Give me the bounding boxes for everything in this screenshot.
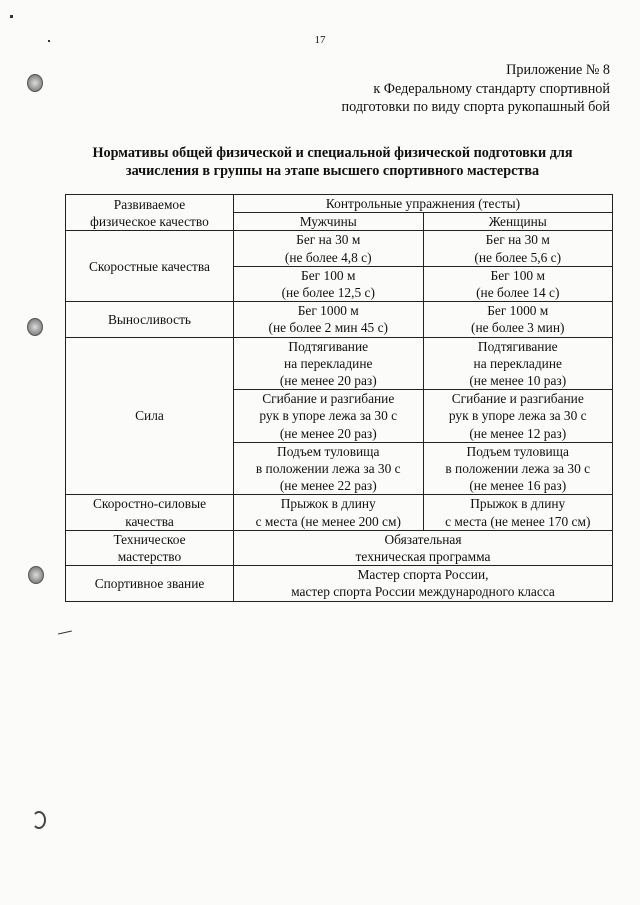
cell-line: рук в упоре лежа за 30 с	[259, 408, 398, 424]
cell-line: Скоростно-силовые	[92, 496, 207, 512]
cell-line: мастерство	[117, 549, 182, 565]
men-cell	[234, 302, 424, 337]
page-number: 17	[314, 34, 326, 46]
appendix-line: Приложение № 8	[506, 62, 610, 78]
binder-hole-icon	[32, 811, 46, 829]
women-cell	[423, 302, 613, 337]
cell-line: Бег на 30 м	[485, 232, 550, 248]
cell-line: Сила	[135, 408, 164, 424]
document-title	[60, 144, 605, 180]
cell-line: Подъем туловища	[277, 443, 380, 459]
table-header-row	[66, 195, 613, 213]
cell-line: мастер спорта России международного класса	[291, 584, 555, 600]
cell-line: Техническое	[113, 531, 186, 547]
header-men-cell	[234, 213, 424, 231]
quality-cell	[66, 337, 234, 495]
men-cell	[234, 231, 424, 266]
binder-hole-icon	[28, 566, 44, 584]
cell-line: техническая программа	[355, 549, 491, 565]
cell-line: Бег 1000 м	[487, 303, 549, 319]
cell-line: с места (не менее 200 см)	[255, 513, 401, 529]
merged-value-cell	[234, 530, 613, 565]
cell-line: Спортивное звание	[94, 575, 205, 591]
appendix-line: к Федеральному стандарту спортивной	[373, 80, 610, 97]
cell-line: в положении лежа за 30 с	[255, 461, 401, 477]
cell-line: Подтягивание	[477, 338, 558, 354]
women-cell	[423, 495, 613, 530]
cell-line: Сгибание и разгибание	[262, 391, 395, 407]
women-cell	[423, 266, 613, 301]
cell-line: (не менее 12 раз)	[469, 425, 567, 441]
cell-line: Бег на 30 м	[296, 232, 361, 248]
cell-line: (не менее 16 раз)	[469, 478, 567, 494]
table-row	[66, 495, 613, 530]
norms-table	[65, 194, 613, 602]
cell-line: Мужчины	[299, 214, 357, 230]
cell-line: (не более 2 мин 45 с)	[268, 320, 388, 336]
men-cell	[234, 390, 424, 443]
women-cell	[423, 442, 613, 495]
merged-value-cell	[234, 566, 613, 601]
cell-line: (не более 3 мин)	[471, 320, 565, 336]
cell-line: на перекладине	[284, 355, 373, 371]
header-quality-cell	[66, 195, 234, 231]
cell-line: Подтягивание	[288, 338, 369, 354]
binder-hole-icon	[27, 318, 43, 336]
cell-line: Развиваемое	[113, 196, 186, 212]
quality-cell	[66, 231, 234, 302]
quality-cell	[66, 566, 234, 601]
cell-line: Прыжок в длину	[280, 496, 376, 512]
cell-line: Бег 1000 м	[297, 303, 359, 319]
table-row	[66, 302, 613, 337]
cell-line: (не менее 22 раз)	[279, 478, 377, 494]
women-cell	[423, 390, 613, 443]
table-row	[66, 231, 613, 266]
quality-cell	[66, 495, 234, 530]
cell-line: Скоростные качества	[88, 258, 211, 274]
cell-line: Выносливость	[107, 311, 192, 327]
cell-line: рук в упоре лежа за 30 с	[448, 408, 587, 424]
men-cell	[234, 337, 424, 390]
table-row	[66, 337, 613, 390]
cell-line: (не менее 20 раз)	[279, 373, 377, 389]
quality-cell	[66, 302, 234, 337]
appendix-line: подготовки по виду спорта рукопашный бой	[341, 99, 610, 115]
cell-line: качества	[125, 513, 174, 529]
cell-line: (не более 4,8 с)	[284, 249, 372, 265]
cell-line: Бег 100 м	[490, 267, 545, 283]
appendix-header	[342, 61, 610, 117]
cell-line: физическое качество	[90, 213, 209, 229]
women-cell	[423, 337, 613, 390]
cell-line: Сгибание и разгибание	[451, 391, 584, 407]
table-row	[66, 530, 613, 565]
cell-line: в положении лежа за 30 с	[445, 461, 591, 477]
cell-line: Мастер спорта России,	[357, 567, 489, 583]
cell-line: (не более 12,5 с)	[281, 285, 375, 301]
quality-cell	[66, 530, 234, 565]
binder-hole-icon	[27, 74, 43, 92]
men-cell	[234, 266, 424, 301]
title-line: зачисления в группы на этапе высшего спортивного мастерства	[125, 163, 540, 179]
cell-line: (не более 5,6 с)	[474, 249, 562, 265]
scan-stroke	[58, 631, 72, 635]
women-cell	[423, 231, 613, 266]
cell-line: Подъем туловища	[466, 443, 569, 459]
scan-speck	[10, 15, 13, 18]
cell-line: (не более 14 с)	[476, 285, 560, 301]
cell-line: Прыжок в длину	[470, 496, 566, 512]
cell-line: с места (не менее 170 см)	[445, 513, 591, 529]
scan-speck	[48, 40, 50, 42]
cell-line: Обязательная	[384, 531, 462, 547]
men-cell	[234, 442, 424, 495]
header-women-cell	[423, 213, 613, 231]
cell-line: на перекладине	[473, 355, 562, 371]
cell-line: Бег 100 м	[301, 267, 356, 283]
cell-line: (не менее 10 раз)	[469, 373, 567, 389]
title-line: Нормативы общей физической и специальной физической подготовки для	[92, 145, 573, 161]
cell-line: (не менее 20 раз)	[279, 425, 377, 441]
table-row	[66, 566, 613, 601]
cell-line: Контрольные упражнения (тесты)	[325, 196, 521, 211]
cell-line: Женщины	[488, 214, 547, 230]
men-cell	[234, 495, 424, 530]
header-tests-cell	[234, 195, 613, 213]
